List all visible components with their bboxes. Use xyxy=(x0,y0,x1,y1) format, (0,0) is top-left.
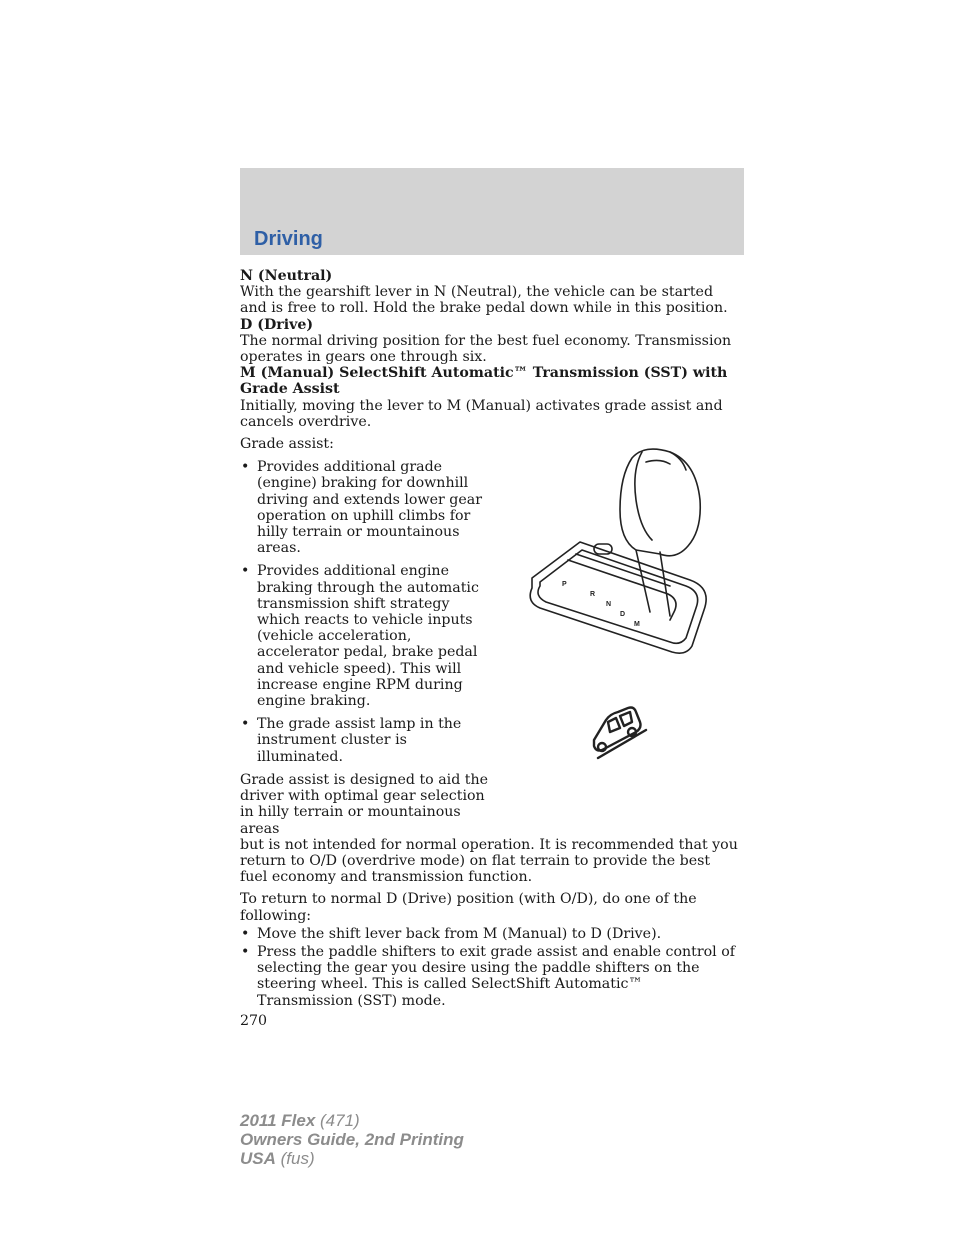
drive-text: The normal driving position for the best fuel economy. Transmission operates in gears one through six. xyxy=(240,332,732,366)
return-normal-list xyxy=(240,926,740,1009)
grade-assist-lamp-icon xyxy=(588,700,652,764)
grade-assist-note-end: but is not intended for normal operation. It is recommended that you return to O/D (overdrive mode) on flat terrain to provide the best fuel economy and transmission function. xyxy=(240,836,738,886)
section-title: Driving xyxy=(254,228,323,250)
return-normal-intro: To return to normal D (Drive) position (with O/D), do one of the following: xyxy=(240,891,697,924)
section-header-band xyxy=(240,168,744,255)
manual-text: Initially, moving the lever to M (Manual) activates grade assist and cancels overdrive. xyxy=(240,397,723,430)
neutral-heading: N (Neutral) xyxy=(240,268,333,284)
gear-label-n: N xyxy=(606,601,612,608)
gear-label-m: M xyxy=(634,621,640,628)
grade-assist-intro: Grade assist: xyxy=(240,436,334,453)
list-item: • Provides additional engine braking through the automatic transmission shift strategy which reacts to vehicle inputs (vehicle acceleration, accelerator pedal, brake pedal and vehicle speed). This will increase engine RPM during engine braking. xyxy=(240,563,490,709)
footer-model: 2011 Flex xyxy=(240,1111,316,1130)
footer xyxy=(240,1111,464,1168)
footer-model-code: (471) xyxy=(315,1111,360,1130)
gear-label-r: R xyxy=(590,591,596,598)
list-item: • Provides additional grade (engine) braking for downhill driving and extends lower gear operation on uphill climbs for hilly terrain or mountainous areas. xyxy=(240,459,490,556)
grade-assist-note-start: Grade assist is designed to aid the driver with optimal gear selection in hilly terrain or mountainous areas xyxy=(240,771,489,837)
footer-guide: Owners Guide, 2nd Printing xyxy=(240,1130,464,1149)
list-item: • Press the paddle shifters to exit grade assist and enable control of selecting the gear you desire using the paddle shifters on the steering wheel. This is called SelectShift Automatic™ Transmission (SST) mode. xyxy=(240,944,740,1009)
footer-market-code: (fus) xyxy=(275,1149,315,1168)
neutral-text: With the gearshift lever in N (Neutral), the vehicle can be started and is free to roll. Hold the brake pedal down while in this position. xyxy=(240,284,728,317)
footer-market: USA xyxy=(240,1149,276,1168)
page-number: 270 xyxy=(240,1012,268,1029)
list-item: • Move the shift lever back from M (Manual) to D (Drive). xyxy=(240,926,740,942)
gearshift-lever-icon xyxy=(520,440,720,660)
gear-label-d: D xyxy=(620,611,626,618)
gear-label-p: P xyxy=(562,581,567,588)
grade-assist-list xyxy=(240,459,490,765)
drive-heading: D (Drive) xyxy=(240,316,314,333)
manual-heading: M (Manual) SelectShift Automatic™ Transmission (SST) with Grade Assist xyxy=(240,365,728,398)
list-item: • The grade assist lamp in the instrument cluster is illuminated. xyxy=(240,716,490,765)
